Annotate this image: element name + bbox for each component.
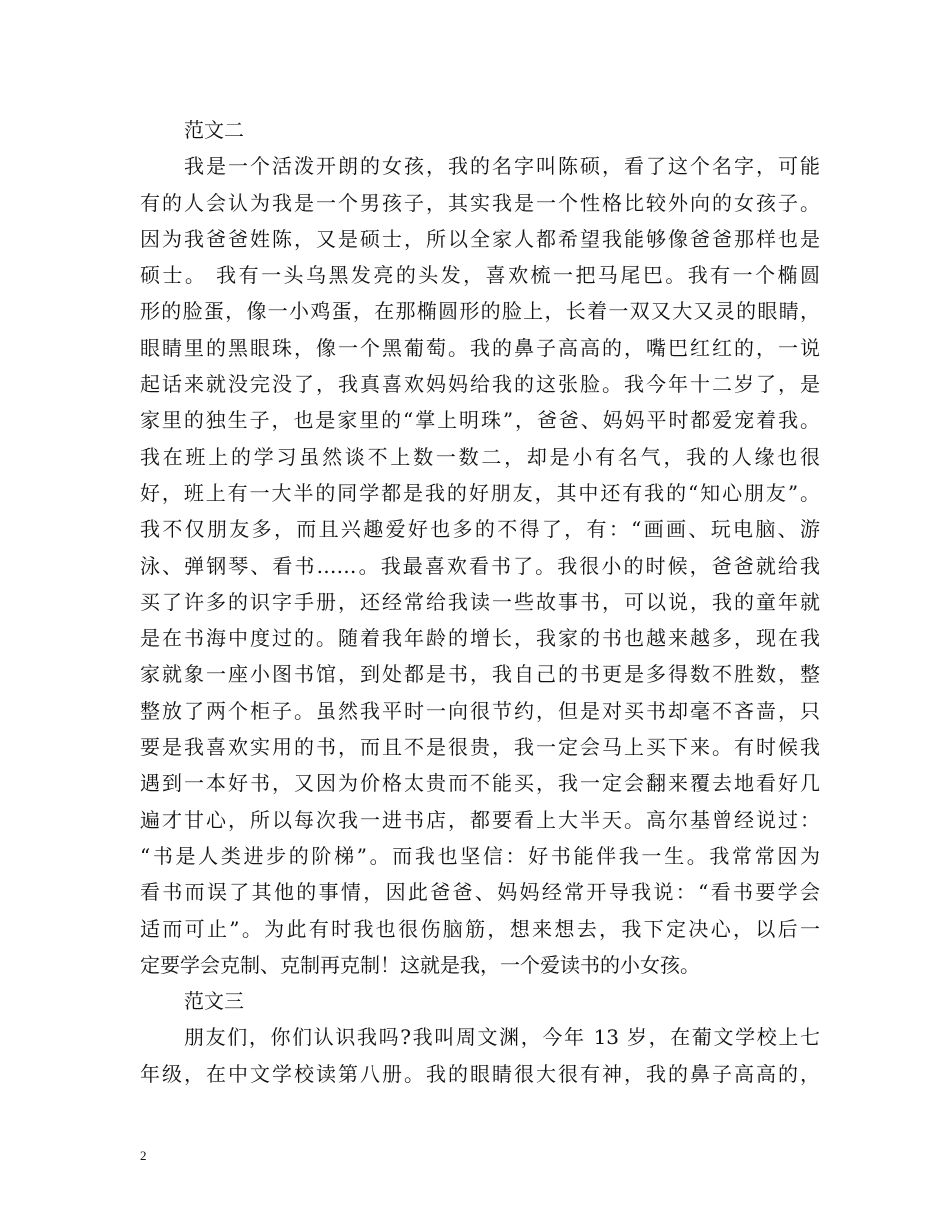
text-line: 适而可止”。为此有时我也很伤脑筋，想来想去，我下定决心，以后一 [140,916,820,941]
page-number: 2 [140,1148,147,1163]
text-line: 遍才甘心，所以每次我一进书店，都要看上大半天。高尔基曾经说过： [140,807,820,832]
text-line: 硕士。 我有一头乌黑发亮的头发，喜欢梳一把马尾巴。我有一个椭圆 [140,263,820,288]
document-body [140,112,820,1092]
text-line: 定要学会克制、克制再克制！这就是我，一个爱读书的小女孩。 [140,952,700,977]
text-line: 看书而误了其他的事情，因此爸爸、妈妈经常开导我说：“看书要学会 [140,880,820,905]
text-line: 整放了两个柜子。虽然我平时一向很节约，但是对买书却毫不吝啬，只 [140,698,820,723]
text-line: 家里的独生子，也是家里的“掌上明珠”，爸爸、妈妈平时都爱宠着我。 [140,408,820,433]
text-line: 遇到一本好书，又因为价格太贵而不能买，我一定会翻来覆去地看好几 [140,771,820,796]
text-line: 眼睛里的黑眼珠，像一个黑葡萄。我的鼻子高高的，嘴巴红红的，一说 [140,335,820,360]
text-line: 我是一个活泼开朗的女孩，我的名字叫陈硕，看了这个名字，可能 [184,154,820,179]
text-line: 泳、弹钢琴、看书……。我最喜欢看书了。我很小的时候，爸爸就给我 [140,553,820,578]
text-line: 起话来就没完没了，我真喜欢妈妈给我的这张脸。我今年十二岁了，是 [140,372,820,397]
text-line: 买了许多的识字手册，还经常给我读一些故事书，可以说，我的童年就 [140,589,820,614]
text-line: 家就象一座小图书馆，到处都是书，我自己的书更是多得数不胜数，整 [140,662,820,687]
text-line: 有的人会认为我是一个男孩子，其实我是一个性格比较外向的女孩子。 [140,190,820,215]
text-line: 年级，在中文学校读第八册。我的眼睛很大很有神，我的鼻子高高的， [140,1061,820,1086]
section-heading: 范文三 [184,989,244,1014]
text-line: 因为我爸爸姓陈，又是硕士，所以全家人都希望我能够像爸爸那样也是 [140,226,820,251]
text-line: 形的脸蛋，像一小鸡蛋，在那椭圆形的脸上，长着一双又大又灵的眼睛， [140,299,820,324]
text-line: 我在班上的学习虽然谈不上数一数二，却是小有名气，我的人缘也很 [140,444,820,469]
text-line: 是在书海中度过的。随着我年龄的增长，我家的书也越来越多，现在我 [140,626,820,651]
text-line: 好，班上有一大半的同学都是我的好朋友，其中还有我的“知心朋友”。 [140,480,820,505]
text-line: 要是我喜欢实用的书，而且不是很贵，我一定会马上买下来。有时候我 [140,735,820,760]
text-line: 我不仅朋友多，而且兴趣爱好也多的不得了，有：“画画、玩电脑、游 [140,517,820,542]
text-line: “书是人类进步的阶梯”。而我也坚信：好书能伴我一生。我常常因为 [140,843,820,868]
text-line: 朋友们，你们认识我吗?我叫周文渊，今年 13 岁，在葡文学校上七 [184,1025,820,1050]
section-heading: 范文二 [184,118,244,142]
